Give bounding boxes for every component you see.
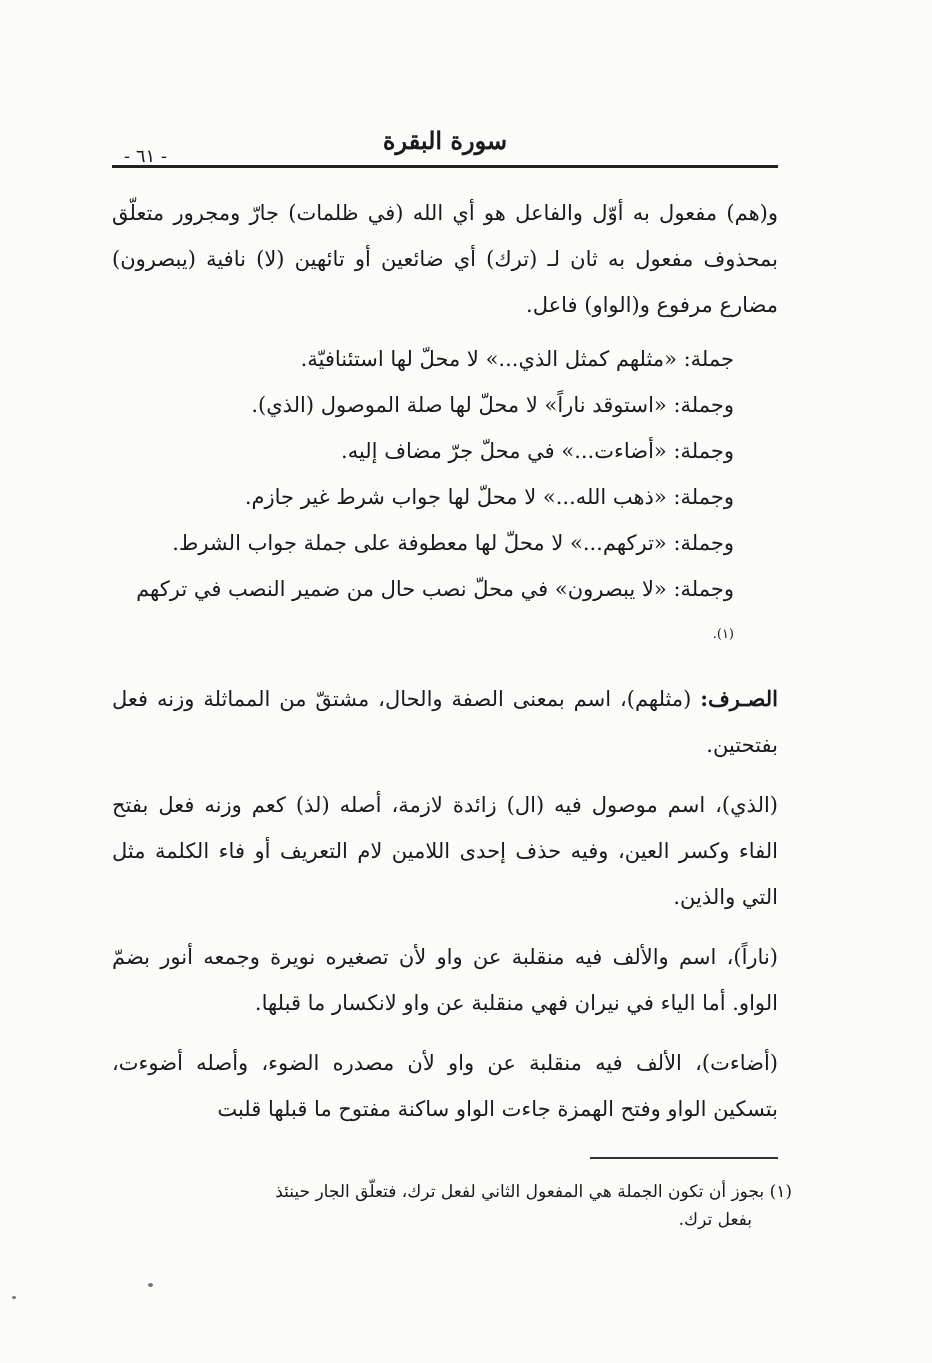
paragraph-adaat: (أضاءت)، الألف فيه منقلبة عن واو لأن مصدره الضوء، وأصله أضوءت، بتسكين الواو وفتح الهمزة جاءت الواو ساكنة مفتوح ما قبلها قلبت [112,1051,778,1121]
footnote-marker: (١) [769,1182,792,1202]
sentence-6 [112,566,778,662]
footnote-line-1 [112,1178,792,1206]
paragraph-naran: (ناراً)، اسم والألف فيه منقلبة عن واو لأن تصغيره نويرة وجمعه أنور بضمّ الواو. أما الياء في نيران فهي منقلبة عن واو لانكسار ما قبلها. [112,945,778,1015]
paragraph-alladhi: (الذي)، اسم موصول فيه (ال) زائدة لازمة، أصله (لذ) كعم وزنه فعل بفتح الفاء وكسر العين، وفيه حذف إحدى اللامين لام التعريف أو فاء الكلمة مثل التي والذين. [112,793,778,909]
sarf-label: الصـرف: [700,686,778,711]
main-text [112,190,778,1140]
page-header [112,118,778,168]
sentence-1: جملة: «مثلهم كمثل الذي...» لا محلّ لها استئنافيّة. [300,347,734,371]
scan-speck [12,1296,16,1299]
sentence-6-text: وجملة: «لا يبصرون» في محلّ نصب حال من ضمير النصب في تركهم [136,577,734,601]
paragraph-irab: و(هم) مفعول به أوّل والفاعل هو أي الله (في ظلمات) جارّ ومجرور متعلّق بمحذوف مفعول به ثان لـ (ترك) أي ضائعين أو تائهين (لا) نافية (يبصرون) مضارع مرفوع و(الواو) فاعل. [112,201,778,317]
footnote-line-2: بفعل ترك. [678,1210,752,1230]
footnote-text-1: بجوز أن تكون الجملة هي المفعول الثاني لفعل ترك، فتعلّق الجار حينئذ [275,1182,765,1202]
surah-title: سورة البقرة [382,126,508,155]
scan-speck [148,1283,153,1287]
footnote [112,1178,792,1234]
header-rule [112,165,778,168]
footnote-ref: (١). [712,627,734,642]
sarf-text: (مثلهم)، اسم بمعنى الصفة والحال، مشتقّ من المماثلة وزنه فعل بفتحتين. [112,687,778,757]
sentence-5: وجملة: «تركهم...» لا محلّ لها معطوفة على جملة جواب الشرط. [172,531,734,555]
page-number: - ٦١ - [124,146,167,167]
footnote-rule [590,1157,778,1159]
sentence-2: وجملة: «استوقد ناراً» لا محلّ لها صلة الموصول (الذي). [251,393,734,417]
sentence-3: وجملة: «أضاءت...» في محلّ جرّ مضاف إليه. [341,439,734,463]
paragraph-sarf [112,676,778,768]
sentence-4: وجملة: «ذهب الله...» لا محلّ لها جواب شرط غير جازم. [244,485,734,509]
